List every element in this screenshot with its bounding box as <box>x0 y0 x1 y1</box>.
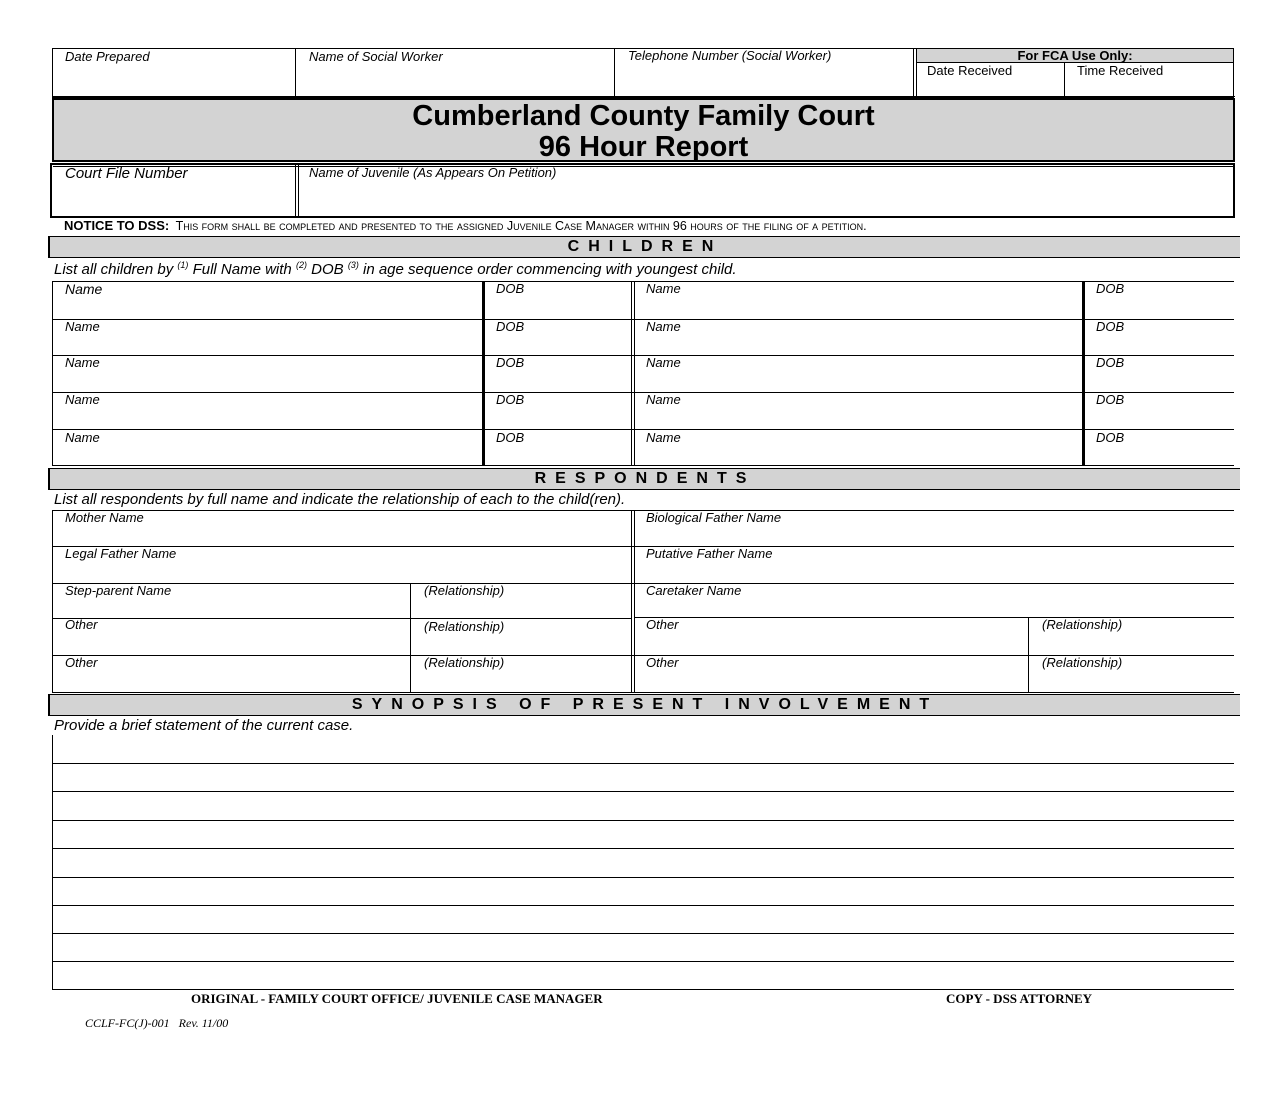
child-dob-label: DOB <box>496 392 525 407</box>
child-name-label: Name <box>65 319 100 334</box>
child-name-label: Name <box>646 281 681 296</box>
child-dob-label: DOB <box>1096 430 1125 445</box>
child-name-field[interactable] <box>53 356 481 391</box>
child-name-field[interactable] <box>53 320 481 354</box>
child-dob-label: DOB <box>1096 319 1125 334</box>
court-file-number-label: Court File Number <box>65 165 188 182</box>
synopsis-textarea[interactable] <box>53 736 1234 989</box>
child-name-field[interactable] <box>53 393 481 428</box>
form-id: CCLF-FC(J)-001 Rev. 11/00 <box>85 1016 229 1030</box>
juvenile-name-label: Name of Juvenile (As Appears On Petition) <box>309 165 557 180</box>
relationship-label: (Relationship) <box>424 619 505 634</box>
child-name-label: Name <box>646 430 681 445</box>
notice <box>64 218 867 233</box>
page-title: Cumberland County Family Court <box>412 100 875 132</box>
biological-father-label: Biological Father Name <box>646 510 782 525</box>
footer-original: ORIGINAL - FAMILY COURT OFFICE/ JUVENILE CASE MANAGER <box>191 991 603 1006</box>
child-name-field[interactable] <box>636 282 1081 318</box>
other-name-field[interactable] <box>636 656 1027 692</box>
other-label: Other <box>65 655 98 670</box>
date-prepared-label: Date Prepared <box>65 49 150 64</box>
step-parent-label: Step-parent Name <box>65 583 172 598</box>
other-label: Other <box>646 655 679 670</box>
footer-copy: COPY - DSS ATTORNEY <box>946 991 1093 1006</box>
other-name-field[interactable] <box>636 618 1027 654</box>
relationship-label: (Relationship) <box>424 655 505 670</box>
child-dob-label: DOB <box>1096 392 1125 407</box>
caretaker-label: Caretaker Name <box>646 583 742 598</box>
child-dob-label: DOB <box>496 430 525 445</box>
time-received-label: Time Received <box>1077 63 1164 78</box>
children-instruction: List all children by $^{(1)}$ Full Name with $^{(2)}$ DOB $^{(3)}$ in age sequence order commencing with youngest child. <box>54 260 737 278</box>
title-banner <box>52 98 1235 162</box>
child-name-label: Name <box>646 355 681 370</box>
child-dob-label: DOB <box>496 319 525 334</box>
page-subtitle: 96 Hour Report <box>538 131 749 163</box>
fca-use-only-label: For FCA Use Only: <box>1017 48 1133 63</box>
notice-label: NOTICE TO DSS: <box>64 218 170 233</box>
putative-father-label: Putative Father Name <box>646 546 773 561</box>
child-dob-label: DOB <box>1096 281 1125 296</box>
child-name-field[interactable] <box>53 430 481 465</box>
child-name-label: Name <box>65 281 103 297</box>
other-name-field[interactable] <box>53 619 409 654</box>
child-dob-label: DOB <box>496 281 525 296</box>
respondents-heading: RESPONDENTS <box>48 468 1240 490</box>
legal-father-label: Legal Father Name <box>65 546 177 561</box>
relationship-label: (Relationship) <box>1042 617 1123 632</box>
child-name-label: Name <box>646 392 681 407</box>
child-name-label: Name <box>646 319 681 334</box>
mother-name-label: Mother Name <box>65 510 144 525</box>
child-dob-label: DOB <box>1096 355 1125 370</box>
synopsis-instruction: Provide a brief statement of the current case. <box>54 717 354 734</box>
telephone-label: Telephone Number (Social Worker) <box>628 48 832 63</box>
child-name-field[interactable] <box>636 320 1081 354</box>
child-name-label: Name <box>65 355 100 370</box>
child-dob-label: DOB <box>496 355 525 370</box>
notice-text: This form shall be completed and presented to the assigned Juvenile Case Manager within 96 hours of the filing of a petition. <box>175 219 867 233</box>
other-label: Other <box>65 617 98 632</box>
other-name-field[interactable] <box>53 656 409 692</box>
relationship-label: (Relationship) <box>1042 655 1123 670</box>
synopsis-heading: SYNOPSIS OF PRESENT INVOLVEMENT <box>48 694 1240 716</box>
date-received-label: Date Received <box>927 63 1013 78</box>
children-heading: CHILDREN <box>48 236 1240 258</box>
child-name-field[interactable] <box>636 356 1081 391</box>
respondents-instruction: List all respondents by full name and indicate the relationship of each to the child(ren). <box>54 491 626 508</box>
relationship-label: (Relationship) <box>424 583 505 598</box>
other-label: Other <box>646 617 679 632</box>
child-name-field[interactable] <box>636 393 1081 428</box>
child-name-label: Name <box>65 392 100 407</box>
child-name-label: Name <box>65 430 100 445</box>
child-name-field[interactable] <box>53 282 481 318</box>
child-name-field[interactable] <box>636 430 1081 465</box>
social-worker-label: Name of Social Worker <box>309 49 443 64</box>
